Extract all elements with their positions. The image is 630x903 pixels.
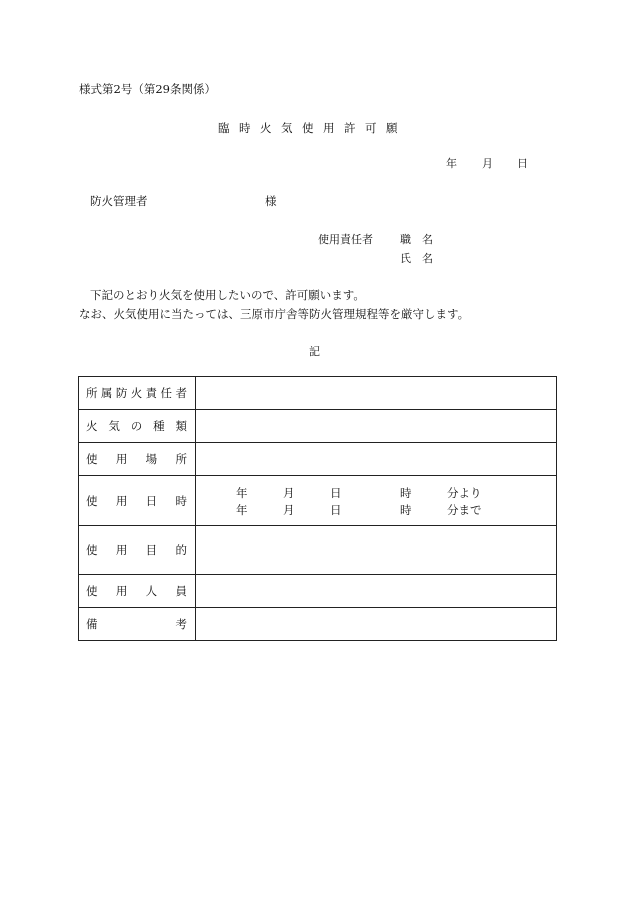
table-row: [79, 377, 557, 410]
label-char: 火: [130, 386, 143, 400]
value-cell-personnel[interactable]: [196, 575, 557, 608]
to-year: 年: [236, 503, 248, 517]
to-month: 月: [283, 503, 295, 517]
datetime-block: [196, 476, 556, 525]
table-row: [79, 443, 557, 476]
body-line-2: なお、火気使用に当たっては、三原市庁舎等防火管理規程等を厳守します。: [79, 307, 470, 321]
from-day: 日: [330, 486, 342, 500]
label-char: 用: [115, 543, 128, 557]
from-month: 月: [283, 486, 295, 500]
label-char: 責: [145, 386, 158, 400]
applicant-label: 使用責任者: [318, 233, 373, 246]
value-cell-datetime[interactable]: [196, 476, 557, 526]
ki-heading: 記: [309, 345, 320, 358]
label-char: 備: [86, 617, 98, 631]
label-char: 人: [145, 584, 158, 598]
value-cell-purpose[interactable]: [196, 526, 557, 575]
to-day: 日: [330, 503, 342, 517]
addressee-label: 防火管理者: [90, 194, 148, 208]
label-char: の: [130, 419, 143, 433]
body-line-1: 下記のとおり火気を使用したいので、許可願います。: [90, 288, 365, 302]
row-label-personnel: [79, 575, 196, 608]
label-char: 者: [175, 386, 187, 400]
table-row: [79, 608, 557, 641]
label-char: 使: [86, 493, 98, 508]
label-char: 火: [86, 419, 98, 433]
label-char: 属: [100, 386, 113, 400]
table-row: [79, 575, 557, 608]
label-char: 日: [145, 493, 158, 508]
label-char: 気: [108, 419, 120, 433]
justified-label: [79, 616, 195, 632]
to-hour: 時: [400, 503, 412, 517]
value-cell-remarks[interactable]: [196, 608, 557, 641]
label-char: 使: [86, 543, 98, 557]
justified-label: [79, 385, 195, 401]
justified-label: [79, 418, 195, 434]
label-char: 使: [86, 584, 98, 598]
value-cell-place[interactable]: [196, 443, 557, 476]
from-minute: 分より: [447, 486, 482, 500]
label-char: 的: [175, 543, 187, 557]
label-char: 目: [145, 543, 158, 557]
label-char: 所: [175, 452, 187, 466]
label-char: 防: [115, 386, 128, 400]
justified-label: [79, 493, 195, 509]
row-label-datetime: [79, 476, 196, 526]
label-char: 時: [175, 493, 187, 508]
label-char: 用: [115, 493, 128, 508]
label-char: 所: [86, 386, 98, 400]
from-year: 年: [236, 486, 248, 500]
date-year: 年: [446, 157, 457, 170]
applicant-position-label: 職 名: [400, 233, 433, 246]
justified-label: [79, 583, 195, 599]
date-day: 日: [517, 157, 528, 170]
label-char: 用: [115, 452, 128, 466]
row-label-purpose: [79, 526, 196, 575]
to-minute: 分まで: [447, 503, 482, 517]
row-label-place: [79, 443, 196, 476]
row-label-department-officer: [79, 377, 196, 410]
label-char: 類: [175, 419, 187, 433]
form-number: 様式第2号（第29条関係）: [79, 82, 216, 96]
applicant-name-label: 氏 名: [400, 252, 433, 265]
table-row: [79, 476, 557, 526]
application-table: [78, 376, 557, 641]
label-char: 場: [145, 452, 158, 466]
label-char: 任: [160, 386, 173, 400]
value-cell-department-officer[interactable]: [196, 377, 557, 410]
table-row: [79, 410, 557, 443]
date-month: 月: [482, 157, 493, 170]
table-row: [79, 526, 557, 575]
justified-label: [79, 451, 195, 467]
row-label-remarks: [79, 608, 196, 641]
addressee-honorific: 様: [265, 194, 277, 208]
justified-label: [79, 542, 195, 558]
row-label-fire-type: [79, 410, 196, 443]
from-hour: 時: [400, 486, 412, 500]
label-char: 員: [175, 584, 187, 598]
label-char: 考: [175, 617, 187, 631]
label-char: 用: [115, 584, 128, 598]
label-char: 使: [86, 452, 98, 466]
label-char: 種: [153, 419, 165, 433]
value-cell-fire-type[interactable]: [196, 410, 557, 443]
document-title: 臨時火気使用許可願: [218, 121, 407, 135]
